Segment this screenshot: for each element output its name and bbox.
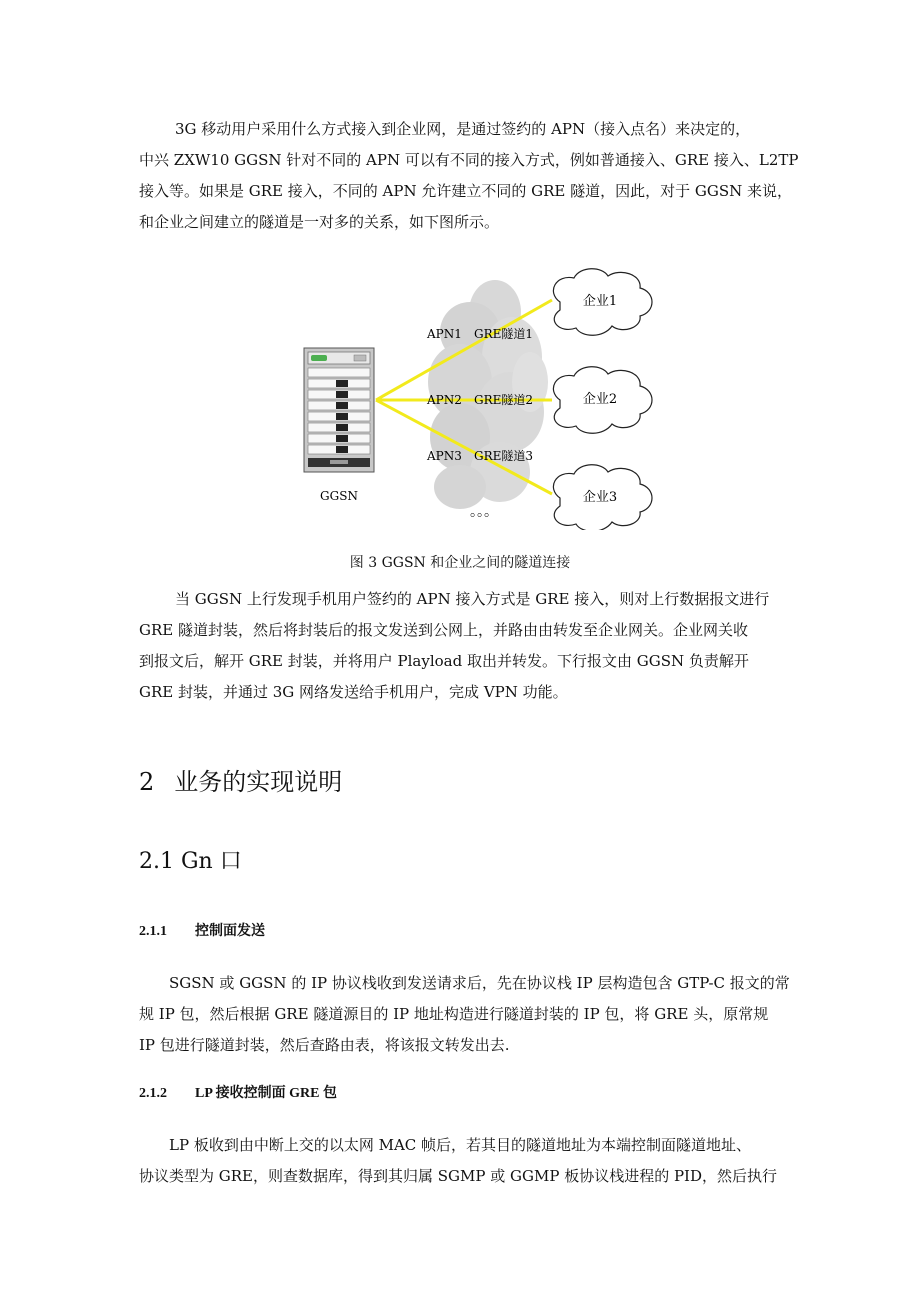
- text-line: 到报文后，解开 GRE 封装，并将用户 Playload 取出并转发。下行报文由 GGSN 负责解开: [139, 652, 749, 670]
- text-line: 规 IP 包，然后根据 GRE 隧道源目的 IP 地址构造进行隧道封装的 IP 包，将 GRE 头，原常规: [139, 1005, 769, 1023]
- text-line: IP 包进行隧道封装，然后查路由表，将该报文转发出去.: [139, 1036, 510, 1054]
- gre-label-3: GRE隧道3: [474, 449, 534, 463]
- apn-label-2: APN2: [427, 393, 462, 407]
- text-line: 中兴 ZXW10 GGSN 针对不同的 APN 可以有不同的接入方式，例如普通接入、GRE 接入、L2TP: [139, 151, 799, 169]
- enterprise-label-3: 企业3: [582, 490, 618, 505]
- gre-label-1: GRE隧道1: [474, 327, 534, 341]
- ellipsis-label: 。。。: [470, 504, 498, 520]
- intro-paragraph: [139, 114, 799, 238]
- subsection-heading: 2.1 Gn 口: [139, 849, 242, 874]
- text-line: 协议类型为 GRE，则查数据库，得到其归属 SGMP 或 GGMP 板协议栈进程的 PID，然后执行: [139, 1167, 778, 1185]
- control-paragraph: [139, 968, 789, 1061]
- text-line: GRE 隧道封装，然后将封装后的报文发送到公网上，并路由由转发至企业网关。企业网关收: [139, 621, 748, 639]
- apn-label-3: APN3: [427, 449, 462, 463]
- subsubsection-number: 2.1.2: [139, 1086, 167, 1101]
- ggsn-device-icon: [304, 348, 374, 472]
- ggsn-label: GGSN: [320, 489, 358, 503]
- text-line: SGSN 或 GGSN 的 IP 协议栈收到发送请求后，先在协议栈 IP 层构造包含 GTP-C 报文的常: [169, 974, 790, 992]
- gre-paragraph: [139, 584, 789, 708]
- text-line: 接入等。如果是 GRE 接入，不同的 APN 允许建立不同的 GRE 隧道，因此，对于 GGSN 来说，: [139, 182, 793, 200]
- subsubsection-title: LP 接收控制面 GRE 包: [195, 1086, 337, 1101]
- section-number: 2: [139, 768, 155, 796]
- enterprise-label-2: 企业2: [582, 392, 618, 407]
- lp-paragraph: [139, 1130, 789, 1192]
- section-title: 业务的实现说明: [174, 768, 343, 796]
- text-line: 当 GGSN 上行发现手机用户签约的 APN 接入方式是 GRE 接入，则对上行数据报文进行: [175, 590, 770, 608]
- subsubsection-number: 2.1.1: [139, 924, 167, 939]
- tunnel-diagram: [290, 262, 670, 530]
- figure-caption: 图 3 GGSN 和企业之间的隧道连接: [349, 555, 571, 571]
- enterprise-label-1: 企业1: [582, 294, 618, 309]
- text-line: 3G 移动用户采用什么方式接入到企业网，是通过签约的 APN（接入点名）来决定的，: [175, 120, 751, 138]
- gre-label-2: GRE隧道2: [474, 393, 534, 407]
- text-line: GRE 封装，并通过 3G 网络发送给手机用户，完成 VPN 功能。: [139, 683, 568, 701]
- text-line: LP 板收到由中断上交的以太网 MAC 帧后，若其目的隧道地址为本端控制面隧道地址、: [169, 1136, 752, 1154]
- section-heading: [139, 762, 342, 797]
- subsubsection-heading-1: [139, 920, 265, 940]
- text-line: 和企业之间建立的隧道是一对多的关系，如下图所示。: [139, 213, 500, 231]
- tunnel-diagram-svg: [290, 262, 670, 530]
- subsubsection-heading-2: [139, 1082, 337, 1102]
- subsubsection-title: 控制面发送: [195, 924, 265, 939]
- apn-label-1: APN1: [427, 327, 462, 341]
